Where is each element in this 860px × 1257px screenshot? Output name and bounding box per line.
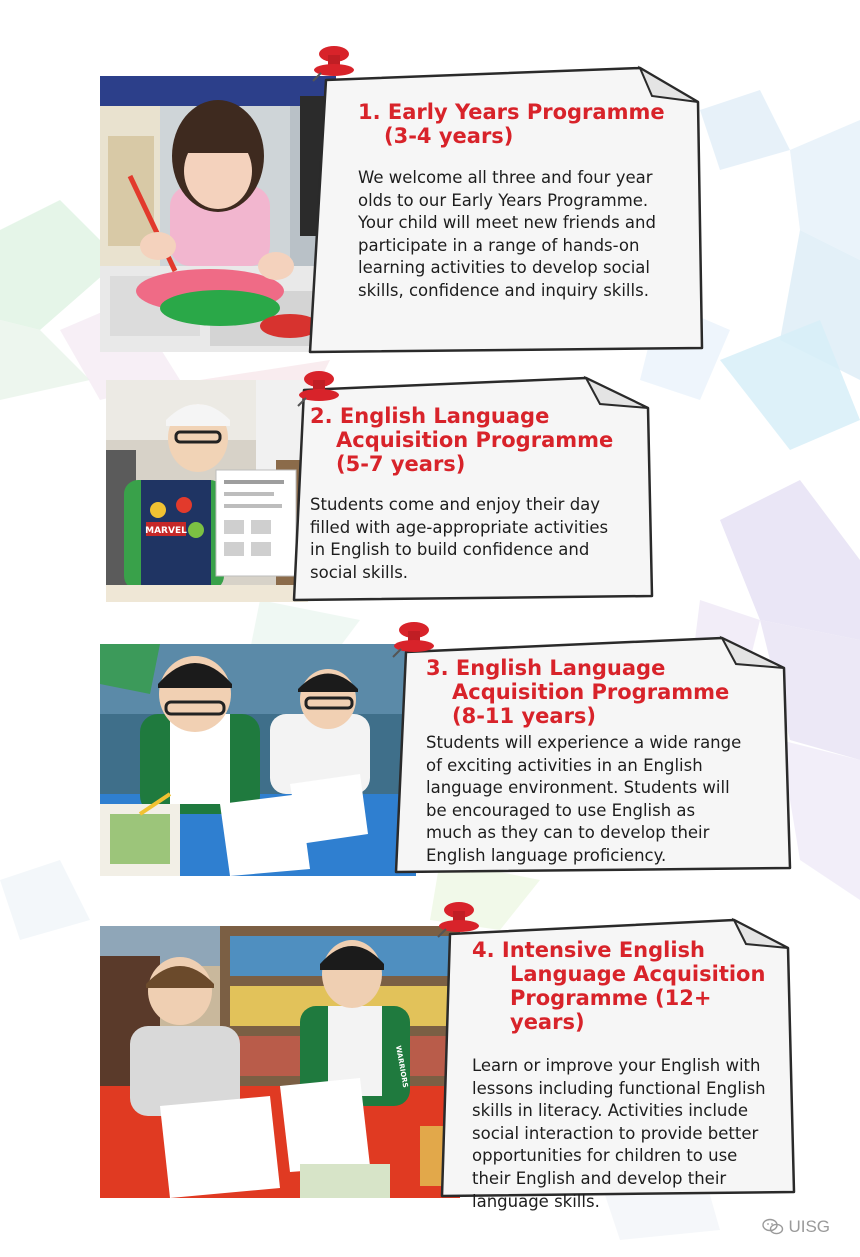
wechat-icon (762, 1218, 784, 1236)
photo-boy-with-worksheet (106, 380, 308, 602)
photo-boys-in-library (100, 926, 460, 1198)
programme-card-4 (438, 918, 798, 1211)
programme-card-1 (306, 66, 706, 356)
section-description: Learn or improve your English with lessons including functional English skills in literacy. Activities include social interaction to provide better opportunities for children to use their English and develop their language skills. (472, 1056, 766, 1211)
pushpin-icon (434, 899, 480, 939)
section-description: Students come and enjoy their day filled with age-appropriate activities in English to build confidence and social skills. (310, 495, 609, 582)
pushpin-icon (294, 368, 340, 408)
photo-girl-painting (100, 76, 336, 352)
jersey-label: WARRIORS (394, 1044, 410, 1089)
section-title: 3. English Language Acquisition Programme (8-11 years) (426, 656, 730, 728)
section-title: 2. English Language Acquisition Programme (5-7 years) (310, 404, 614, 476)
pushpin-icon (309, 43, 355, 83)
marvel-shirt-label: MARVEL (145, 526, 187, 536)
programme-card-2 (290, 376, 656, 604)
pushpin-icon (389, 619, 435, 659)
watermark-text: UISG (788, 1217, 830, 1236)
photo-two-boys-writing (100, 644, 416, 876)
section-description: We welcome all three and four year olds to our Early Years Programme. Your child will meet new friends and participate in a range of hands-on learning activities to develop social skills, confidence and inquiry skills. (358, 168, 656, 300)
section-description: Students will experience a wide range of exciting activities in an English language environment. Students will be encouraged to use English as much as they can to develop their English language proficiency. (426, 733, 742, 865)
section-title: 1. Early Years Programme (3-4 years) (358, 100, 665, 148)
programme-card-3 (392, 636, 794, 876)
watermark (762, 1217, 830, 1237)
section-title: 4. Intensive English Language Acquisition Programme (12+ years) (472, 938, 766, 1034)
